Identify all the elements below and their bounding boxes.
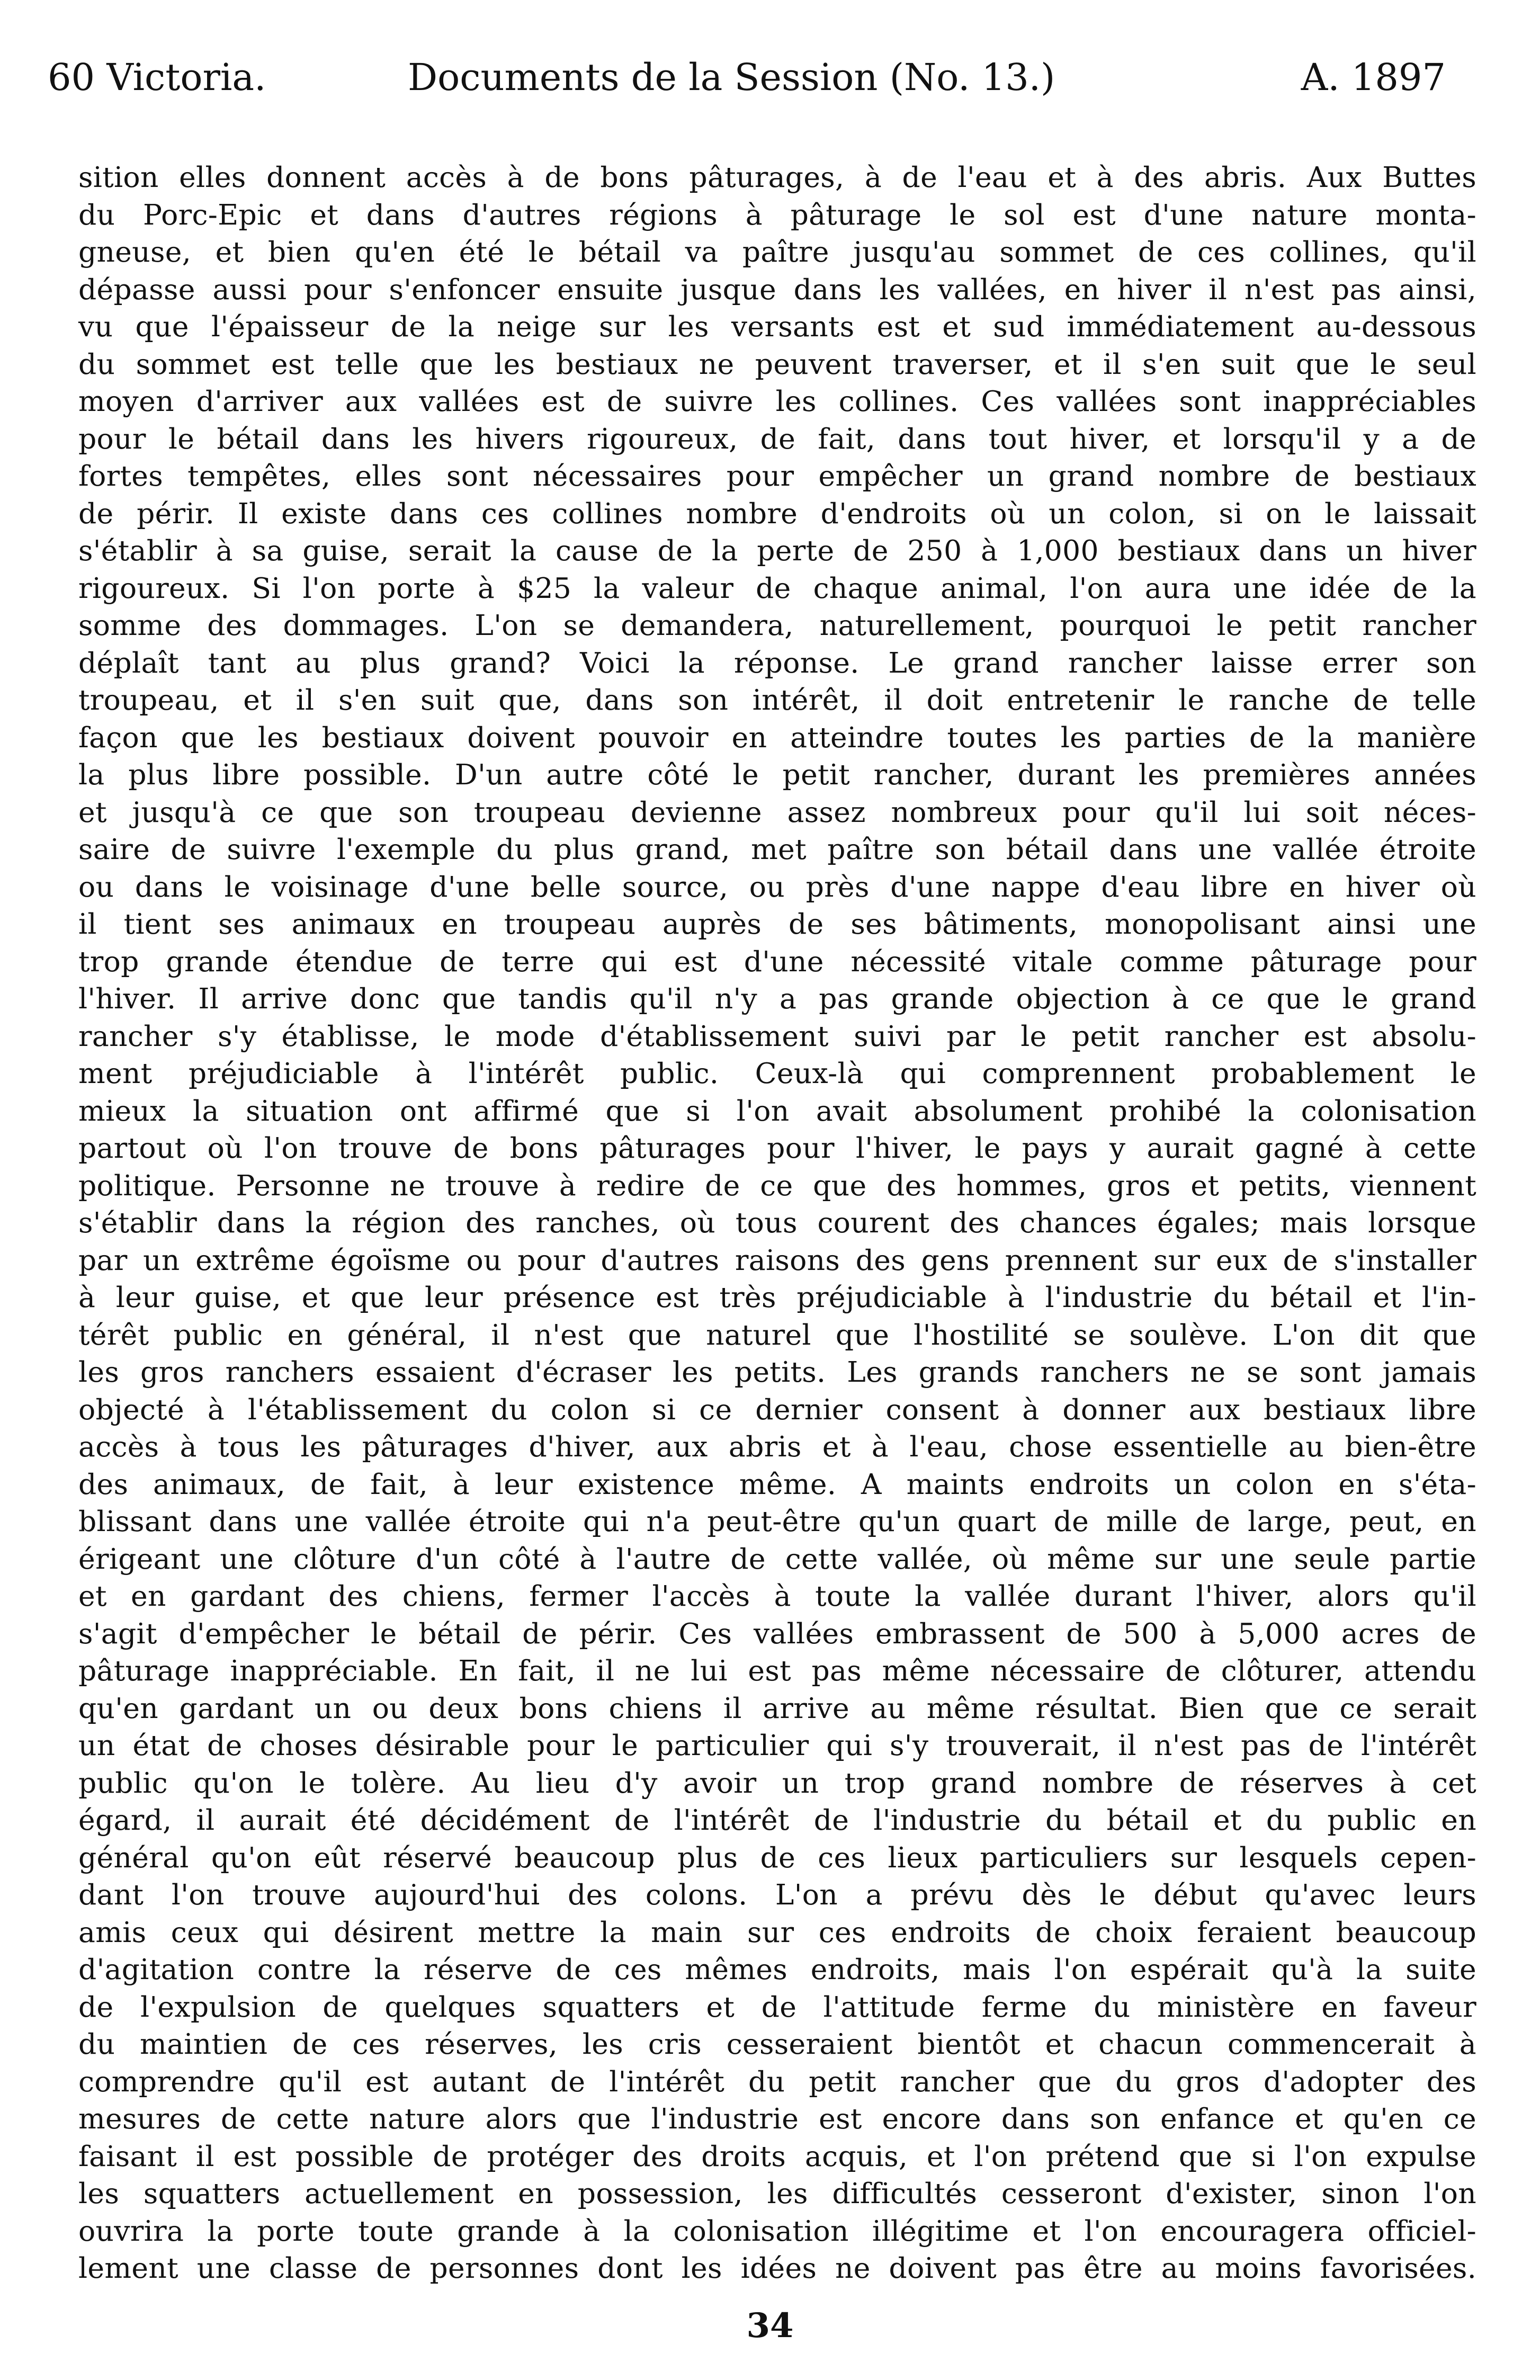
text-line: l'hiver. Il arrive donc que tandis qu'il n'y a pas grande objection à ce que le grand xyxy=(78,982,1476,1015)
text-line: accès à tous les pâturages d'hiver, aux abris et à l'eau, chose essentielle au bien-être xyxy=(78,1430,1476,1463)
text-line: du maintien de ces réserves, les cris cesseraient bientôt et chacun commencerait à xyxy=(78,2027,1476,2061)
text-line: les squatters actuellement en possession, les difficultés cesseront d'exister, sinon l'on xyxy=(78,2177,1476,2210)
header-right: A. 1897 xyxy=(1301,56,1446,99)
text-line: saire de suivre l'exemple du plus grand, met paître son bétail dans une vallée étroite xyxy=(78,833,1476,866)
text-line: gneuse, et bien qu'en été le bétail va paître jusqu'au sommet de ces collines, qu'il xyxy=(78,235,1476,269)
text-line: par un extrême égoïsme ou pour d'autres raisons des gens prennent sur eux de s'installer xyxy=(78,1243,1476,1277)
text-line: dépasse aussi pour s'enfoncer ensuite jusque dans les vallées, en hiver il n'est pas ainsi, xyxy=(78,272,1476,306)
text-line: et en gardant des chiens, fermer l'accès à toute la vallée durant l'hiver, alors qu'il xyxy=(78,1579,1476,1613)
text-line: s'établir dans la région des ranches, où tous courent des chances égales; mais lorsque xyxy=(78,1206,1476,1239)
text-line: rigoureux. Si l'on porte à $25 la valeur de chaque animal, l'on aura une idée de la xyxy=(78,571,1476,605)
text-line: sition elles donnent accès à de bons pâturages, à de l'eau et à des abris. Aux Buttes xyxy=(78,160,1476,194)
text-line: et jusqu'à ce que son troupeau devienne assez nombreux pour qu'il lui soit néces- xyxy=(78,795,1476,829)
running-header xyxy=(48,51,1446,104)
text-line: faisant il est possible de protéger des droits acquis, et l'on prétend que si l'on expulse xyxy=(78,2139,1476,2173)
text-line: il tient ses animaux en troupeau auprès de ses bâtiments, monopolisant ainsi une xyxy=(78,907,1476,941)
text-line: à leur guise, et que leur présence est très préjudiciable à l'industrie du bétail et l'in- xyxy=(78,1281,1476,1314)
text-line: la plus libre possible. D'un autre côté le petit rancher, durant les premières années xyxy=(78,758,1476,791)
text-line: lement une classe de personnes dont les idées ne doivent pas être au moins favorisées. xyxy=(78,2251,1476,2285)
text-line: troupeau, et il s'en suit que, dans son intérêt, il doit entretenir le ranche de telle xyxy=(78,683,1476,717)
text-line: du sommet est telle que les bestiaux ne peuvent traverser, et il s'en suit que le seul xyxy=(78,347,1476,381)
text-line: amis ceux qui désirent mettre la main sur ces endroits de choix feraient beaucoup xyxy=(78,1915,1476,1949)
text-line: comprendre qu'il est autant de l'intérêt du petit rancher que du gros d'adopter des xyxy=(78,2064,1476,2098)
text-line: s'établir à sa guise, serait la cause de la perte de 250 à 1,000 bestiaux dans un hiver xyxy=(78,534,1476,567)
text-line: mesures de cette nature alors que l'industrie est encore dans son enfance et qu'en ce xyxy=(78,2102,1476,2135)
text-line: public qu'on le tolère. Au lieu d'y avoir un trop grand nombre de réserves à cet xyxy=(78,1766,1476,1800)
text-line: objecté à l'établissement du colon si ce dernier consent à donner aux bestiaux libre xyxy=(78,1392,1476,1426)
text-line: égard, il aurait été décidément de l'intérêt de l'industrie du bétail et du public en xyxy=(78,1803,1476,1837)
text-line: érigeant une clôture d'un côté à l'autre de cette vallée, où même sur une seule partie xyxy=(78,1542,1476,1576)
text-line: rancher s'y établisse, le mode d'établissement suivi par le petit rancher est absolu- xyxy=(78,1019,1476,1053)
text-line: ment préjudiciable à l'intérêt public. Ceux-là qui comprennent probablement le xyxy=(78,1057,1476,1090)
text-line: fortes tempêtes, elles sont nécessaires pour empêcher un grand nombre de bestiaux xyxy=(78,459,1476,493)
body-paragraph xyxy=(78,159,1476,2324)
text-line: d'agitation contre la réserve de ces mêmes endroits, mais l'on espérait qu'à la suite xyxy=(78,1953,1476,1986)
text-line: de l'expulsion de quelques squatters et de l'attitude ferme du ministère en faveur xyxy=(78,1990,1476,2024)
header-center: Documents de la Session (No. 13.) xyxy=(408,56,1055,99)
text-line: politique. Personne ne trouve à redire de ce que des hommes, gros et petits, viennent xyxy=(78,1168,1476,1202)
text-line: les gros ranchers essaient d'écraser les petits. Les grands ranchers ne se sont jamais xyxy=(78,1355,1476,1389)
text-line: moyen d'arriver aux vallées est de suivre les collines. Ces vallées sont inappréciables xyxy=(78,384,1476,418)
header-left: 60 Victoria. xyxy=(48,56,266,99)
text-line: pâturage inappréciable. En fait, il ne lui est pas même nécessaire de clôturer, attendu xyxy=(78,1654,1476,1687)
page-number: 34 xyxy=(746,2306,794,2346)
text-line: s'agit d'empêcher le bétail de périr. Ces vallées embrassent de 500 à 5,000 acres de xyxy=(78,1616,1476,1650)
text-line: façon que les bestiaux doivent pouvoir en atteindre toutes les parties de la manière xyxy=(78,720,1476,754)
text-line: partout où l'on trouve de bons pâturages pour l'hiver, le pays y aurait gagné à cette xyxy=(78,1131,1476,1165)
text-line: du Porc-Epic et dans d'autres régions à pâturage le sol est d'une nature monta- xyxy=(78,198,1476,231)
text-line: somme des dommages. L'on se demandera, naturellement, pourquoi le petit rancher xyxy=(78,609,1476,642)
text-line: mieux la situation ont affirmé que si l'on avait absolument prohibé la colonisation xyxy=(78,1094,1476,1128)
text-line: térêt public en général, il n'est que naturel que l'hostilité se soulève. L'on dit que xyxy=(78,1318,1476,1352)
text-line: de périr. Il existe dans ces collines nombre d'endroits où un colon, si on le laissait xyxy=(78,496,1476,530)
text-line: dant l'on trouve aujourd'hui des colons. L'on a prévu dès le début qu'avec leurs xyxy=(78,1878,1476,1911)
text-line: trop grande étendue de terre qui est d'une nécessité vitale comme pâturage pour xyxy=(78,944,1476,978)
text-line: déplaît tant au plus grand? Voici la réponse. Le grand rancher laisse errer son xyxy=(78,646,1476,679)
text-line: vu que l'épaisseur de la neige sur les versants est et sud immédiatement au-dessous xyxy=(78,310,1476,343)
text-line: pour le bétail dans les hivers rigoureux, de fait, dans tout hiver, et lorsqu'il y a de xyxy=(78,422,1476,455)
text-line: un état de choses désirable pour le particulier qui s'y trouverait, il n'est pas de l'intérêt xyxy=(78,1729,1476,1762)
text-line: qu'en gardant un ou deux bons chiens il arrive au même résultat. Bien que ce serait xyxy=(78,1691,1476,1725)
text-line: ou dans le voisinage d'une belle source, ou près d'une nappe d'eau libre en hiver où xyxy=(78,870,1476,903)
text-line: blissant dans une vallée étroite qui n'a peut-être qu'un quart de mille de large, peut, en xyxy=(78,1505,1476,1538)
text-line: des animaux, de fait, à leur existence même. A maints endroits un colon en s'éta- xyxy=(78,1467,1476,1501)
text-line: ouvrira la porte toute grande à la colonisation illégitime et l'on encouragera officiel- xyxy=(78,2214,1476,2248)
text-line: général qu'on eût réservé beaucoup plus de ces lieux particuliers sur lesquels cepen- xyxy=(78,1840,1476,1874)
